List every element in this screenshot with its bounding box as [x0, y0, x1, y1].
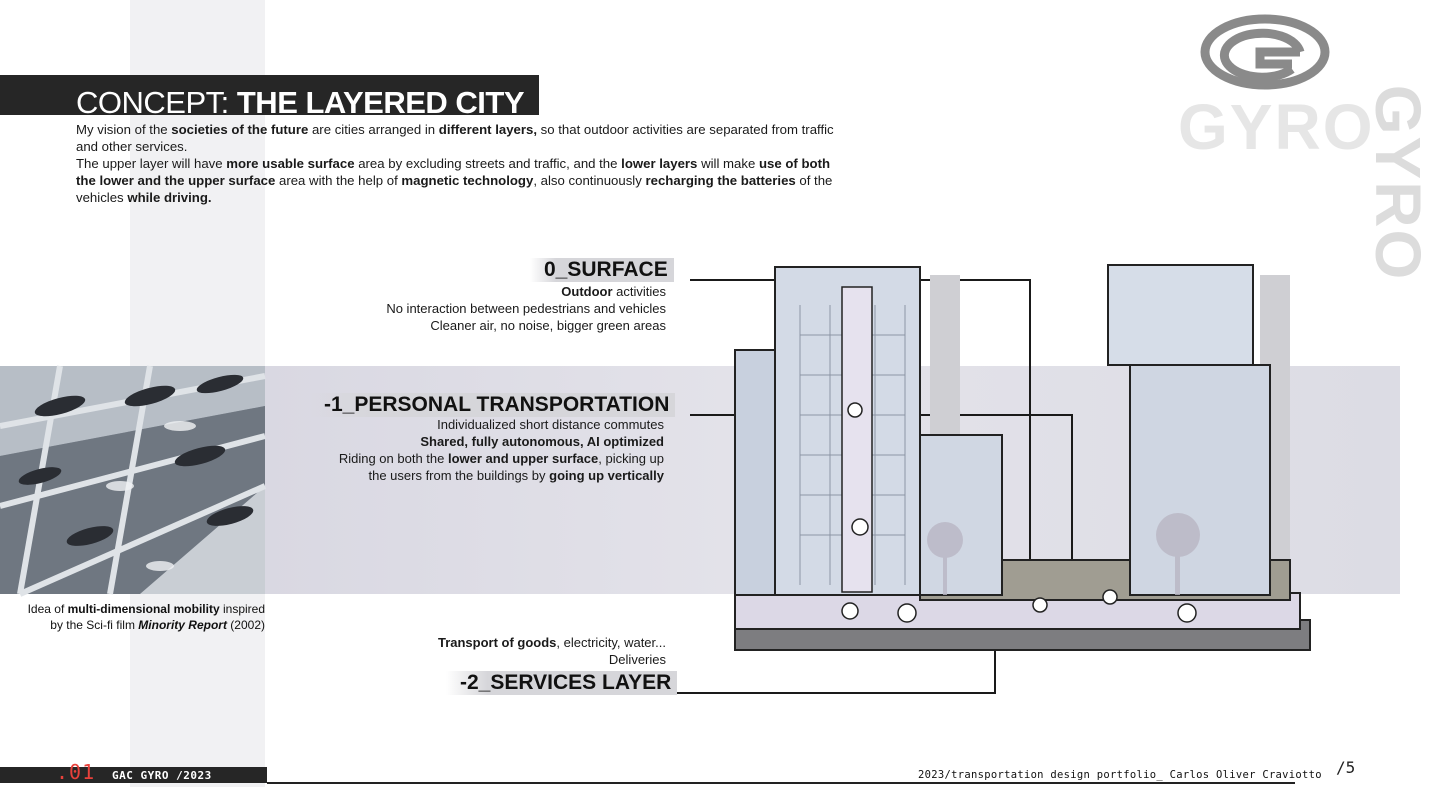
surface-title: 0_SURFACE — [530, 258, 674, 282]
brand-word-horizontal: GYRO — [1178, 91, 1375, 163]
personal-transport-title: -1_PERSONAL TRANSPORTATION — [310, 393, 675, 417]
services-title: -2_SERVICES LAYER — [446, 671, 677, 695]
footer-line — [267, 782, 1295, 784]
photo-caption: Idea of multi-dimensional mobility inspired by the Sci-fi film Minority Report (2002) — [27, 602, 265, 632]
title-light: CONCEPT: — [76, 85, 229, 120]
services-text: Transport of goods, electricity, water... Deliveries — [437, 635, 666, 667]
intro-paragraph — [76, 121, 836, 206]
gac-logo — [1200, 14, 1330, 90]
brand-word-vertical: GYRO — [1362, 84, 1434, 282]
intro-line-1: My vision of the societies of the future are cities arranged in different layers, so that outdoor activities are separated from traffic and other services. — [76, 122, 834, 154]
tower-right-top — [1108, 265, 1253, 365]
layered-city-illustration — [660, 245, 1320, 685]
surface-text: Outdoor activities No interaction between pedestrians and vehicles Cleaner air, no noise, bigger green areas — [386, 284, 666, 333]
minority-report-photo — [0, 366, 265, 594]
page-number: /5 — [1336, 758, 1356, 777]
section-number: .01 — [56, 760, 96, 784]
intro-line-2: The upper layer will have more usable surface area by excluding streets and traffic, and the lower layers will make use of both the lower and the upper surface area with the help of magnetic technology, also continuously recharging the batteries of the vehicles while driving. — [76, 156, 833, 205]
title-bold: THE LAYERED CITY — [236, 85, 524, 120]
personal-transport-text: Individualized short distance commutes Shared, fully autonomous, AI optimized Riding on both the lower and upper surface, picking up the users from the buildings by going up vertically — [338, 417, 664, 483]
tower-right — [1130, 365, 1270, 595]
footer-label: GAC GYRO /2023 — [112, 769, 212, 782]
footer-credit: 2023/transportation design portfolio_ Carlos Oliver Craviotto — [918, 769, 1322, 781]
page-title — [76, 86, 524, 120]
photo-illustration — [0, 366, 265, 594]
building-mid — [920, 435, 1002, 595]
